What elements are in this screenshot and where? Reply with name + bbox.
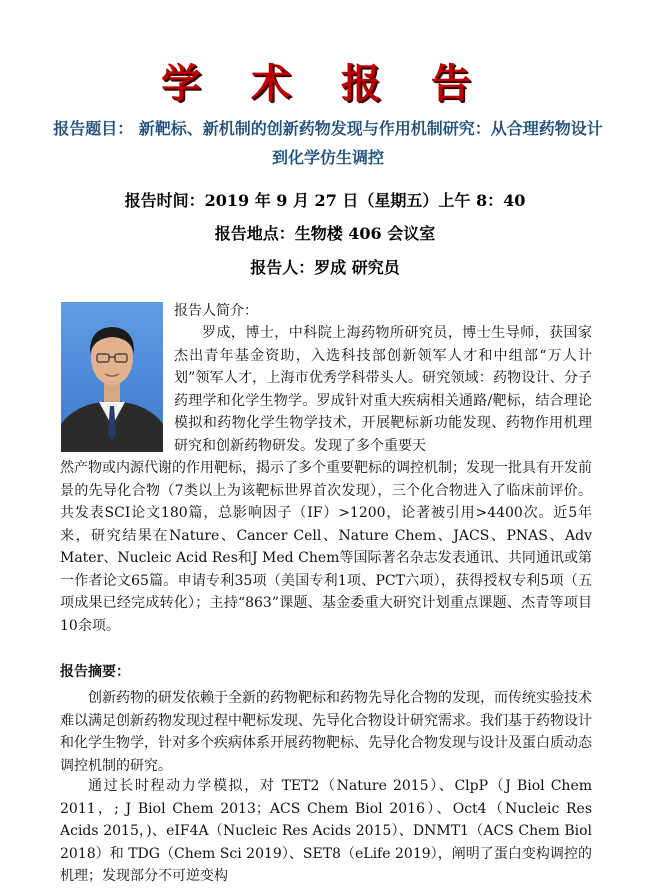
speaker-photo [61,302,163,452]
abstract-paragraph-1: 创新药物的研发依赖于全新的药物靶标和药物先导化合物的发现，而传统实验技术难以满足创新药物发现过程中靶标发现、先导化合物设计研究需求。我们基于药物设计和化学生物学，针对多个疾病体系开展药物靶标、先导化合物发现与设计及蛋白质动态调控机制的研究。 [60,690,592,774]
topic-text: 新靶标、新机制的创新药物发现与作用机制研究：从合理药物设计到化学仿生调控 [138,119,603,167]
topic-label: 报告题目： [53,119,134,138]
bio-text-part1: 罗成，博士，中科院上海药物所研究员，博士生导师，获国家杰出青年基金资助，入选科技部创新领军人才和中组部“万人计划”领军人才，上海市优秀学科带头人。研究领域：药物设计、分子药理学和化学生物学。罗成针对重大疾病相关通路/靶标，结合理论模拟和药物化学生物学技术，开展靶标新功能发现、药物作用机理研究和创新药物研发。发现了多个重要天 [174,325,592,454]
report-speaker: 报告人：罗成 研究员 [250,258,400,277]
bio-heading: 报告人简介： [174,303,258,319]
report-topic [48,114,608,172]
abstract-paragraph-2: 通过长时程动力学模拟，对 TET2（Nature 2015）、ClpP（J Biol Chem 2011，; J Biol Chem 2013；ACS Chem Biol 2016）、Oct4（Nucleic Res Acids 2015，)、eIF4A（Nucleic Res Acids 2015）、DNMT1（ACS Chem Biol 2018）和 TDG（Chem Sci 2019）、SET8（eLife 2019），阐明了蛋白变构调控的机理；发现部分不可逆变构 [60,778,592,884]
bio-text-part2: 然产物或内源代谢的作用靶标，揭示了多个重要靶标的调控机制；发现一批具有开发前景的先导化合物（7类以上为该靶标世界首次发现），三个化合物进入了临床前评价。共发表SCI论文180篇，总影响因子（IF）>1200，论著被引用>4400次。近5年来，研究结果在Nature、Cancer Cell、Nature Chem、JACS、PNAS、Adv Mater、Nucleic Acid Res和J Med Chem等国际著名杂志发表通讯、共同通讯或第一作者论文65篇。申请专利35项（美国专利1项、PCT六项），获得授权专利5项（五项成果已经完成转化）；主持“863”课题、基金委重大研究计划重点课题、杰青等项目10余项。 [60,460,592,634]
abstract-heading: 报告摘要： [60,664,130,680]
page-title: 学 术 报 告 [161,60,489,107]
report-place: 报告地点：生物楼 406 会议室 [214,224,436,243]
report-time: 报告时间：2019 年 9 月 27 日（星期五）上午 8：40 [124,191,526,210]
portrait-image [61,302,163,452]
